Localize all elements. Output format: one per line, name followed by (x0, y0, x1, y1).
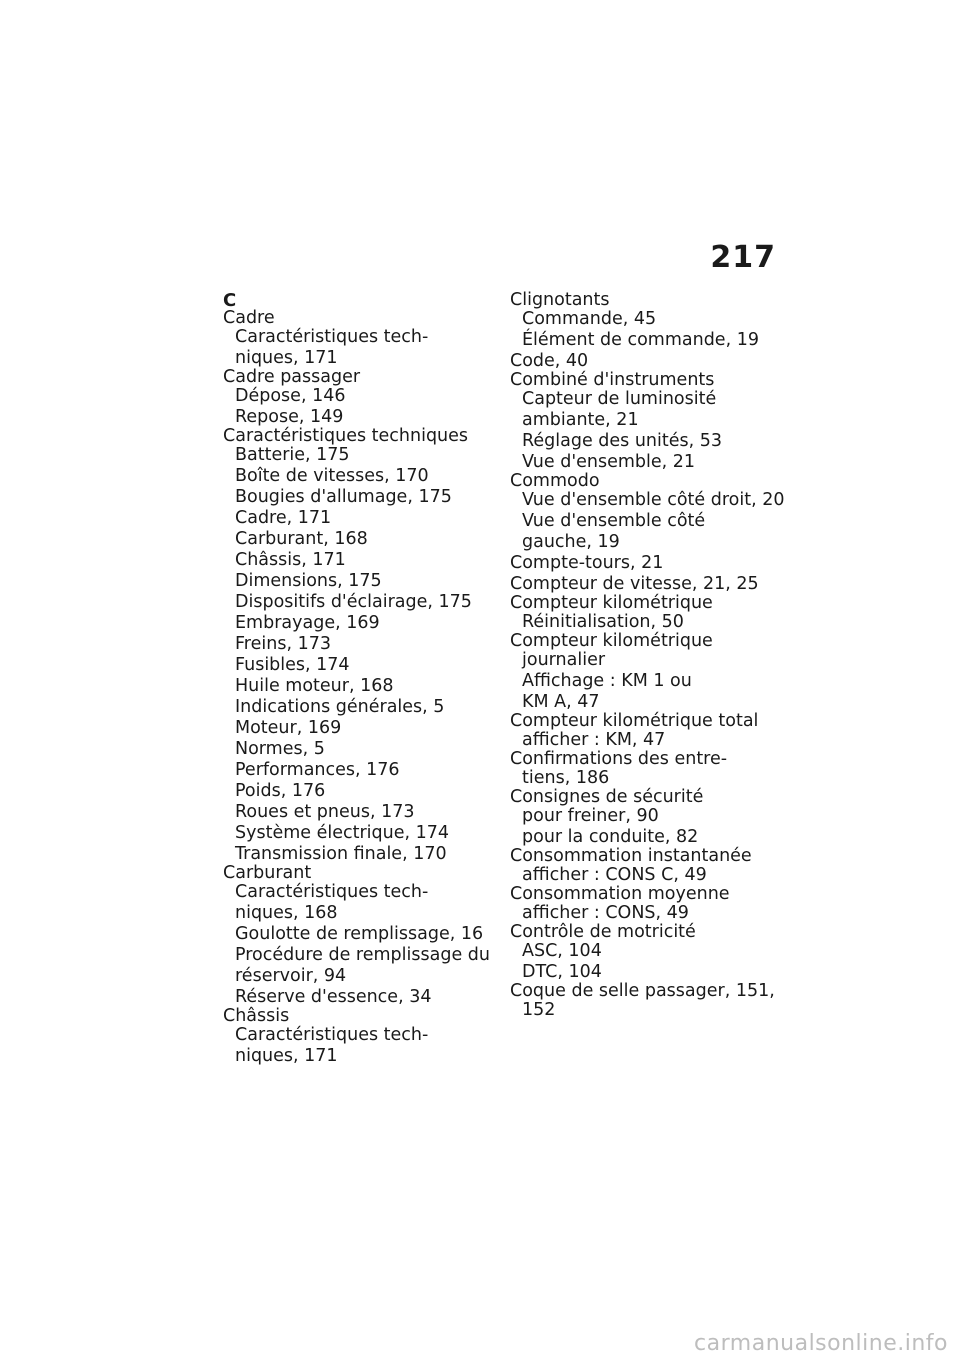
index-subentry: Indications générales, 5 (235, 697, 445, 717)
left-entries (223, 310, 493, 1067)
index-subentry: Fusibles, 174 (235, 655, 350, 675)
index-entry: Commodo (510, 471, 600, 491)
index-subentry: Élément de commande, 19 (522, 330, 759, 350)
index-entry: Clignotants (510, 290, 610, 310)
index-subentry: Châssis, 171 (235, 550, 346, 570)
index-subentry: Poids, 176 (235, 781, 326, 801)
index-subentry: afficher : CONS C, 49 (522, 865, 707, 885)
index-subentry: Moteur, 169 (235, 718, 342, 738)
index-entry: Cadre (223, 308, 275, 328)
index-entry: Carburant (223, 863, 312, 883)
index-subentry: niques, 168 (235, 903, 338, 923)
index-subentry: Embrayage, 169 (235, 613, 380, 633)
index-subentry: Normes, 5 (235, 739, 325, 759)
index-subentry: Roues et pneus, 173 (235, 802, 415, 822)
index-subentry: ASC, 104 (522, 941, 602, 961)
index-subentry: gauche, 19 (522, 532, 620, 552)
index-subentry: niques, 171 (235, 348, 338, 368)
index-subentry: Réserve d'essence, 34 (235, 987, 432, 1007)
index-subentry: niques, 171 (235, 1046, 338, 1066)
index-subentry: Dépose, 146 (235, 386, 346, 406)
index-subentry: Affichage : KM 1 ou (522, 671, 692, 691)
index-entry: Compteur kilométrique (510, 631, 713, 651)
index-subentry: Système électrique, 174 (235, 823, 450, 843)
right-entries (510, 292, 800, 1021)
index-subentry: Vue d'ensemble côté droit, 20 (522, 490, 785, 510)
index-entry: Cadre passager (223, 367, 361, 387)
index-subentry: DTC, 104 (522, 962, 602, 982)
index-subentry: Capteur de luminosité (522, 389, 717, 409)
index-entry: Consignes de sécurité (510, 787, 704, 807)
index-subentry: 152 (522, 1000, 556, 1020)
index-entry: Compteur kilométrique (510, 593, 713, 613)
page-number: 217 (710, 240, 776, 275)
index-subentry: Réglage des unités, 53 (522, 431, 723, 451)
index-subentry: journalier (522, 650, 606, 670)
index-subentry: Commande, 45 (522, 309, 657, 329)
index-subentry: pour la conduite, 82 (522, 827, 699, 847)
index-subentry: Dispositifs d'éclairage, 175 (235, 592, 472, 612)
index-subentry: afficher : CONS, 49 (522, 903, 689, 923)
index-entry: Code, 40 (510, 351, 589, 371)
index-entry: Consommation instantanée (510, 846, 752, 866)
index-subentry: Goulotte de remplissage, 16 (235, 924, 484, 944)
index-subentry: Boîte de vitesses, 170 (235, 466, 429, 486)
index-entry: Caractéristiques techniques (223, 426, 469, 446)
index-subentry: Dimensions, 175 (235, 571, 382, 591)
index-subentry: Réinitialisation, 50 (522, 612, 684, 632)
index-entry: Compteur kilométrique total (510, 711, 759, 731)
index-entry: Compte-tours, 21 (510, 553, 664, 573)
index-entry: Confirmations des entre- (510, 749, 728, 769)
index-subentry: Transmission finale, 170 (235, 844, 447, 864)
index-subentry: réservoir, 94 (235, 966, 347, 986)
index-entry: Combiné d'instruments (510, 370, 715, 390)
index-subentry: Performances, 176 (235, 760, 400, 780)
index-subentry: Caractéristiques tech- (235, 1025, 429, 1045)
index-subentry: afficher : KM, 47 (522, 730, 666, 750)
index-subentry: Procédure de remplissage du (235, 945, 490, 965)
index-subentry: KM A, 47 (522, 692, 600, 712)
index-subentry: Repose, 149 (235, 407, 344, 427)
index-subentry: Vue d'ensemble côté (522, 511, 706, 531)
index-entry: Châssis (223, 1006, 290, 1026)
index-subentry: Huile moteur, 168 (235, 676, 394, 696)
index-subentry: ambiante, 21 (522, 410, 639, 430)
index-subentry: Batterie, 175 (235, 445, 350, 465)
index-subentry: Freins, 173 (235, 634, 331, 654)
index-column-right (510, 292, 800, 1021)
index-subentry: Caractéristiques tech- (235, 327, 429, 347)
index-subentry: Bougies d'allumage, 175 (235, 487, 452, 507)
index-entry: Compteur de vitesse, 21, 25 (510, 574, 759, 594)
index-entry: Contrôle de motricité (510, 922, 696, 942)
index-subentry: Cadre, 171 (235, 508, 332, 528)
index-entry: Consommation moyenne (510, 884, 730, 904)
index-subentry: Vue d'ensemble, 21 (522, 452, 696, 472)
index-subentry: Caractéristiques tech- (235, 882, 429, 902)
watermark: carmanualsonline.info (694, 1331, 948, 1356)
index-subentry: Carburant, 168 (235, 529, 368, 549)
index-subentry: pour freiner, 90 (522, 806, 659, 826)
section-letter: C (223, 290, 237, 311)
index-subentry: tiens, 186 (522, 768, 610, 788)
index-column-left (223, 292, 493, 1067)
index-entry: Coque de selle passager, 151, (510, 981, 775, 1001)
